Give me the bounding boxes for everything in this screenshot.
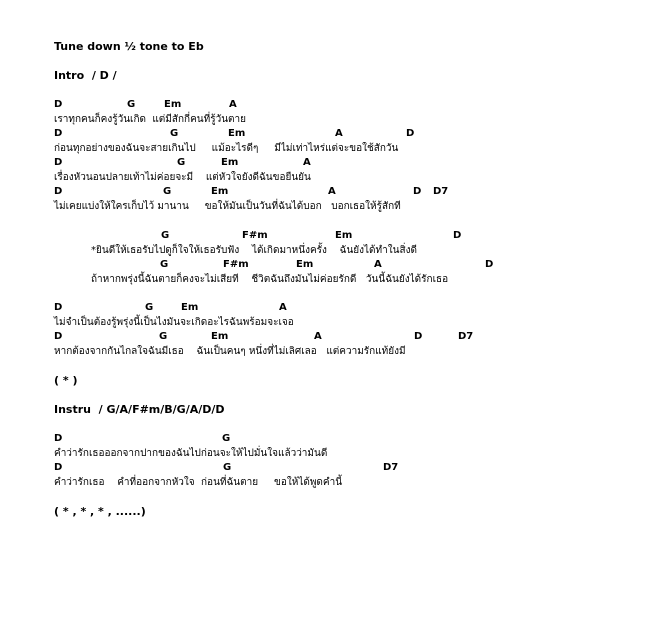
chord: D: [406, 128, 415, 139]
chord: G: [160, 259, 169, 270]
chord: A: [374, 259, 382, 270]
chord: A: [314, 331, 322, 342]
chord: D: [54, 302, 63, 313]
chord: A: [328, 186, 336, 197]
chord: Em: [181, 302, 199, 313]
chord: D: [414, 331, 423, 342]
chord: Em: [221, 157, 239, 168]
chord: F#m: [242, 230, 268, 241]
chord: A: [229, 99, 237, 110]
lyric-line: หากต้องจากกันไกลใจฉันมีเธอ ฉันเป็นคนๆ หนึ่งที่ไม่เลิศเลอ แต่ความรักแท้ยังมี: [54, 346, 406, 357]
lyric-line: คำว่ารักเธอออกจากปากของฉันไปก่อนจะให้ไปมั่นใจแล้วว่ามันดี: [54, 448, 328, 459]
lyric-line: *ยินดีให้เธอรับไปดูก็ใจให้เธอรับฟัง ได้เกิดมาหนึ่งครั้ง ฉันยังได้ทำในสิ่งดี: [91, 245, 417, 256]
chord: D7: [383, 462, 399, 473]
chord: D: [413, 186, 422, 197]
chord: Em: [211, 331, 229, 342]
chord: D: [54, 462, 63, 473]
chord: G: [159, 331, 168, 342]
chord: D: [54, 331, 63, 342]
chord: D: [54, 433, 63, 444]
lyric-line: ถ้าหากพรุ่งนี้ฉันตายก็คงจะไม่เสียที ชีวิตฉันถึงมันไม่ค่อยรักดี วันนี้ฉันยังได้รักเธอ: [91, 274, 449, 285]
chord: Em: [228, 128, 246, 139]
chord: Em: [164, 99, 182, 110]
chord: G: [127, 99, 136, 110]
repeat-marker: ( * ): [54, 374, 78, 387]
chord: G: [223, 462, 232, 473]
chord: G: [161, 230, 170, 241]
repeat-sequence: ( * , * , * , ......): [54, 505, 146, 518]
chord: G: [177, 157, 186, 168]
chord: D7: [433, 186, 449, 197]
chord: A: [303, 157, 311, 168]
chord: G: [163, 186, 172, 197]
chord: Em: [211, 186, 229, 197]
chord: D: [485, 259, 494, 270]
instrumental-label: Instru / G/A/F#m/B/G/A/D/D: [54, 403, 225, 416]
chord: D7: [458, 331, 474, 342]
chord: D: [54, 157, 63, 168]
chord: G: [222, 433, 231, 444]
chord: D: [54, 99, 63, 110]
chord: D: [54, 128, 63, 139]
chord: A: [279, 302, 287, 313]
chord: D: [453, 230, 462, 241]
chord: F#m: [223, 259, 249, 270]
lyric-line: คำว่ารักเธอ คำที่ออกจากหัวใจ ก่อนที่ฉันตาย ขอให้ได้พูดคำนี้: [54, 477, 343, 488]
tuning-note: Tune down ½ tone to Eb: [54, 40, 204, 53]
chord: Em: [335, 230, 353, 241]
intro-label: Intro / D /: [54, 69, 117, 82]
lyric-line: เราทุกคนก็คงรู้วันเกิด แต่มีสักกี่คนที่รู้วันตาย: [54, 114, 247, 125]
lyric-line: ไม่จำเป็นต้องรู้พรุ่งนี้เป็นไงมันจะเกิดอะไรฉันพร้อมจะเจอ: [54, 317, 294, 328]
chord: D: [54, 186, 63, 197]
chord: G: [145, 302, 154, 313]
lyric-line: ไม่เคยแบ่งให้ใครเก็บไว้ มานาน ขอให้มันเป็นวันที่ฉันได้บอก บอกเธอให้รู้สักที: [54, 201, 401, 212]
lyric-line: ก่อนทุกอย่างของฉันจะสายเกินไป แม้อะไรดีๆ มีไม่เท่าไหร่แต่จะขอใช้สักวัน: [54, 143, 399, 154]
chord: A: [335, 128, 343, 139]
chord: G: [170, 128, 179, 139]
chord: Em: [296, 259, 314, 270]
lyric-line: เรื่องหัวนอนปลายเท้าไม่ค่อยจะมี แต่หัวใจยังดีฉันขอยืนยัน: [54, 172, 311, 183]
